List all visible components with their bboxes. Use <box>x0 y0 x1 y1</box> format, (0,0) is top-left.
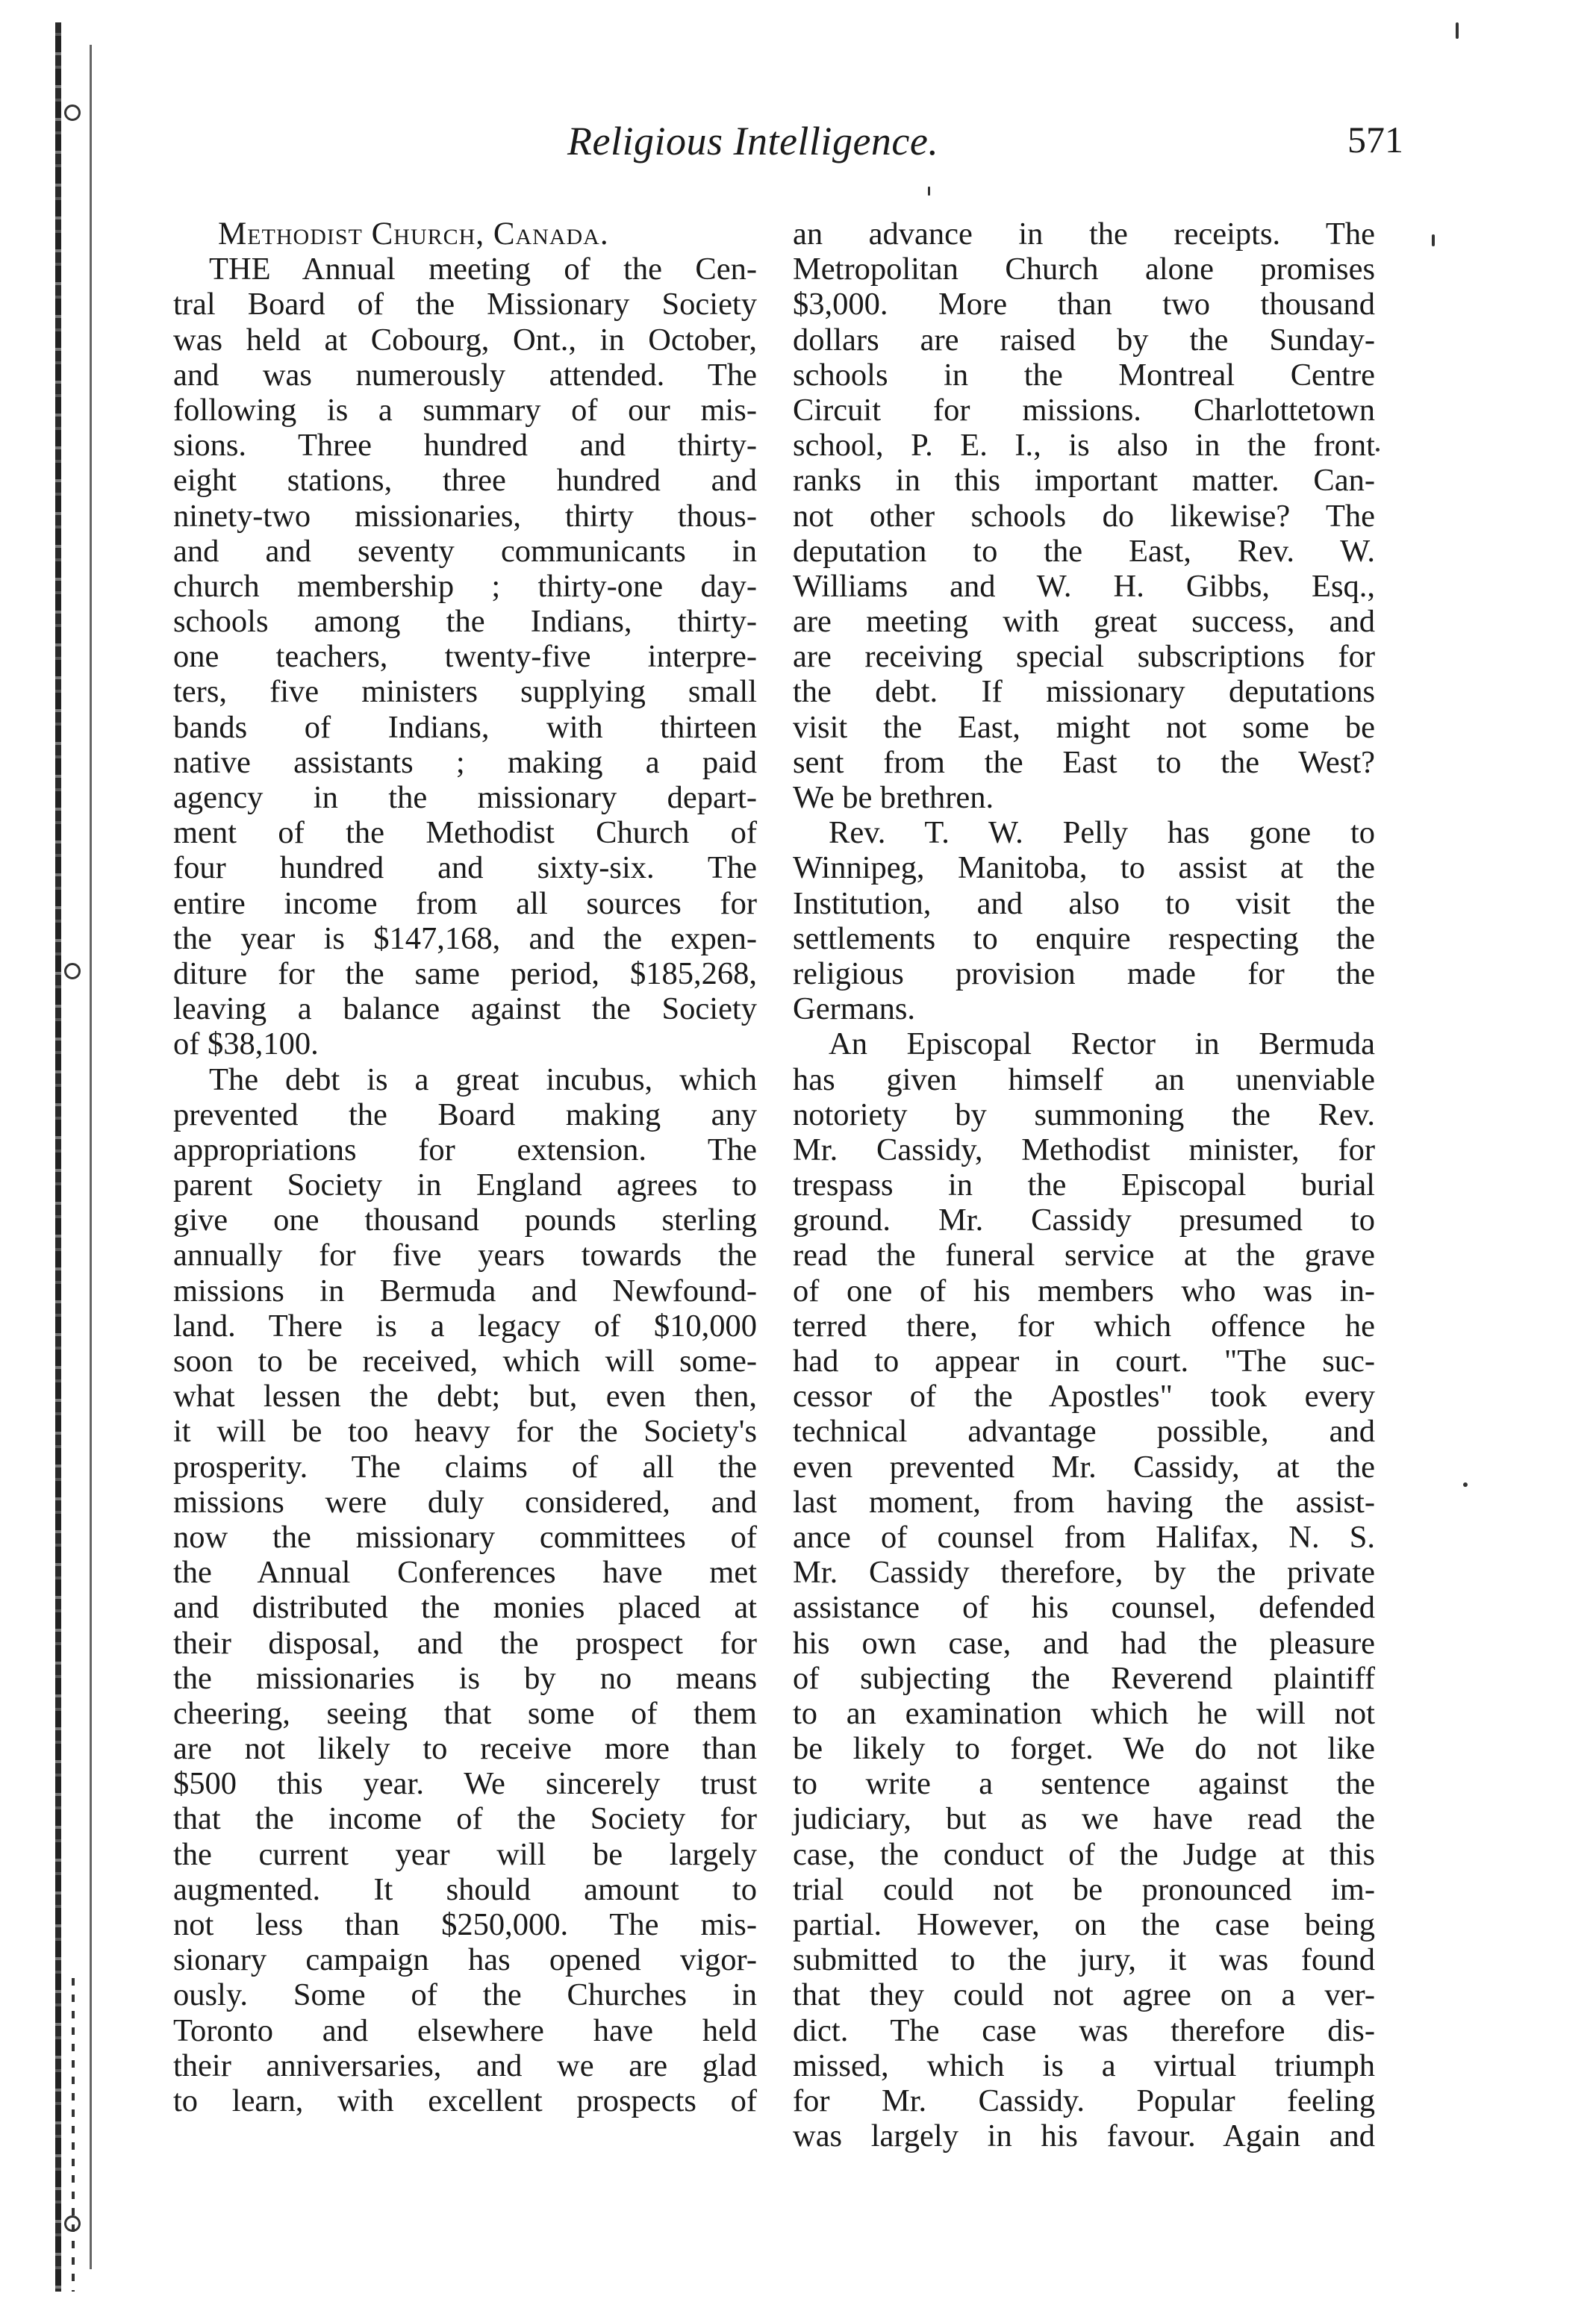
text-line: had to appear in court. "The suc- <box>793 1344 1375 1379</box>
text-line: notoriety by summoning the Rev. <box>793 1097 1375 1132</box>
text-line: We be brethren. <box>793 780 994 815</box>
text-line: ters, five ministers supplying small <box>173 674 757 710</box>
text-line: of subjecting the Reverend plaintiff <box>793 1660 1375 1696</box>
text-line: prosperity. The claims of all the <box>173 1449 757 1485</box>
text-line: the current year will be largely <box>173 1836 757 1872</box>
text-line: not less than $250,000. The mis- <box>173 1907 757 1942</box>
text-line: parent Society in England agrees to <box>173 1167 757 1203</box>
text-line: their anniversaries, and we are glad <box>173 2048 757 2083</box>
text-line: of $38,100. <box>173 1026 319 1062</box>
running-title: Religious Intelligence. <box>567 119 939 163</box>
text-line: cessor of the Apostles" took every <box>793 1379 1375 1415</box>
text-line: dollars are raised by the Sunday- <box>793 322 1375 358</box>
text-line: the year is $147,168, and the expen- <box>173 920 757 956</box>
left-column <box>173 216 757 2118</box>
text-line: sent from the East to the West? <box>793 744 1375 780</box>
text-line: ranks in this important matter. Can- <box>793 463 1375 499</box>
binding-line <box>90 45 92 2269</box>
text-line: appropriations for extension. The <box>173 1132 757 1167</box>
text-line: An Episcopal Rector in Bermuda <box>829 1026 1375 1062</box>
running-header <box>567 118 1403 170</box>
text-line: religious provision made for the <box>793 955 1375 991</box>
text-line: his own case, and had the pleasure <box>793 1625 1375 1661</box>
text-line: native assistants ; making a paid <box>173 744 757 780</box>
text-line: to write a sentence against the <box>793 1766 1375 1802</box>
text-line: cheering, seeing that some of them <box>173 1695 757 1731</box>
right-column <box>793 216 1375 2153</box>
binding-ring-mark <box>64 2215 81 2232</box>
text-line: their disposal, and the prospect for <box>173 1625 757 1661</box>
text-line: partial. However, on the case being <box>793 1907 1375 1942</box>
text-line: assistance of his counsel, defended <box>793 1590 1375 1626</box>
text-line: the missionaries is by no means <box>173 1660 757 1696</box>
text-line: sions. Three hundred and thirty- <box>173 428 757 464</box>
text-line: Metropolitan Church alone promises <box>793 252 1375 287</box>
text-line: eight stations, three hundred and <box>173 463 757 499</box>
binding-ring-mark <box>64 105 81 121</box>
text-line: case, the conduct of the Judge at this <box>793 1836 1375 1872</box>
text-line: ground. Mr. Cassidy presumed to <box>793 1203 1375 1238</box>
text-line: soon to be received, which will some- <box>173 1344 757 1379</box>
text-line: annually for five years towards the <box>173 1238 757 1273</box>
binding-ring-mark <box>64 963 81 979</box>
text-line: $3,000. More than two thousand <box>793 287 1375 322</box>
text-line: and and seventy communicants in <box>173 533 757 569</box>
text-line: give one thousand pounds sterling <box>173 1203 757 1238</box>
text-line: that they could not agree on a ver- <box>793 1977 1375 2013</box>
text-line: not other schools do likewise? The <box>793 498 1375 534</box>
text-line: submitted to the jury, it was found <box>793 1942 1375 1978</box>
text-line: sionary campaign has opened vigor- <box>173 1942 757 1978</box>
text-line: land. There is a legacy of $10,000 <box>173 1308 757 1344</box>
text-line: judiciary, but as we have read the <box>793 1801 1375 1837</box>
text-line: following is a summary of our mis- <box>173 392 757 428</box>
text-line: are receiving special subscriptions for <box>793 639 1375 675</box>
text-line: schools in the Montreal Centre <box>793 357 1375 393</box>
text-line: Rev. T. W. Pelly has gone to <box>829 815 1375 851</box>
text-line: tral Board of the Missionary Society <box>173 287 757 322</box>
text-line: augmented. It should amount to <box>173 1871 757 1907</box>
text-line: the debt. If missionary deputations <box>793 674 1375 710</box>
text-line: be likely to forget. We do not like <box>793 1731 1375 1767</box>
book-binding-edge <box>0 0 105 2311</box>
text-line: school, P. E. I., is also in the front <box>793 428 1375 464</box>
text-line: trespass in the Episcopal burial <box>793 1167 1375 1203</box>
binding-stitching <box>72 1978 75 2292</box>
text-line: agency in the missionary depart- <box>173 780 757 815</box>
text-line: Germans. <box>793 991 916 1027</box>
text-line: was held at Cobourg, Ont., in October, <box>173 322 757 358</box>
text-line: leaving a balance against the Society <box>173 991 757 1027</box>
text-line: Circuit for missions. Charlottetown <box>793 392 1375 428</box>
text-line: trial could not be pronounced im- <box>793 1871 1375 1907</box>
text-line: an advance in the receipts. The <box>793 216 1375 252</box>
text-line: for Mr. Cassidy. Popular feeling <box>793 2083 1375 2118</box>
text-line: THE Annual meeting of the Cen- <box>209 252 757 287</box>
text-line: Williams and W. H. Gibbs, Esq., <box>793 568 1375 604</box>
text-line: ninety-two missionaries, thirty thous- <box>173 498 757 534</box>
text-line: ment of the Methodist Church of <box>173 815 757 851</box>
text-line: Mr. Cassidy, Methodist minister, for <box>793 1132 1375 1167</box>
text-line: read the funeral service at the grave <box>793 1238 1375 1273</box>
text-line: missions in Bermuda and Newfound- <box>173 1273 757 1309</box>
text-line: and was numerously attended. The <box>173 357 757 393</box>
text-line: prevented the Board making any <box>173 1097 757 1132</box>
text-line: last moment, from having the assist- <box>793 1484 1375 1520</box>
text-line: are not likely to receive more than <box>173 1731 757 1767</box>
binding-shadow <box>55 22 61 2292</box>
text-line: even prevented Mr. Cassidy, at the <box>793 1449 1375 1485</box>
text-line: Toronto and elsewhere have held <box>173 2012 757 2048</box>
text-line: ance of counsel from Halifax, N. S. <box>793 1519 1375 1555</box>
text-line: bands of Indians, with thirteen <box>173 709 757 745</box>
text-line: dict. The case was therefore dis- <box>793 2012 1375 2048</box>
text-line: missed, which is a virtual triumph <box>793 2048 1375 2083</box>
text-line: settlements to enquire respecting the <box>793 920 1375 956</box>
text-line: deputation to the East, Rev. W. <box>793 533 1375 569</box>
text-line: ously. Some of the Churches in <box>173 1977 757 2013</box>
text-line: to learn, with excellent prospects of <box>173 2083 757 2118</box>
text-line: schools among the Indians, thirty- <box>173 604 757 640</box>
text-line: has given himself an unenviable <box>793 1061 1375 1097</box>
text-line: technical advantage possible, and <box>793 1414 1375 1450</box>
text-line: $500 this year. We sincerely trust <box>173 1766 757 1802</box>
text-line: The debt is a great incubus, which <box>209 1061 757 1097</box>
text-line: Mr. Cassidy therefore, by the private <box>793 1555 1375 1591</box>
text-line: that the income of the Society for <box>173 1801 757 1837</box>
text-line: terred there, for which offence he <box>793 1308 1375 1344</box>
text-line: of one of his members who was in- <box>793 1273 1375 1309</box>
text-line: was largely in his favour. Again and <box>793 2118 1375 2154</box>
text-line: the Annual Conferences have met <box>173 1555 757 1591</box>
text-line: entire income from all sources for <box>173 885 757 921</box>
text-line: one teachers, twenty-five interpre- <box>173 639 757 675</box>
text-line: are meeting with great success, and <box>793 604 1375 640</box>
text-line: now the missionary committees of <box>173 1519 757 1555</box>
text-line: church membership ; thirty-one day- <box>173 568 757 604</box>
text-line: it will be too heavy for the Society's <box>173 1414 757 1450</box>
text-line: Winnipeg, Manitoba, to assist at the <box>793 850 1375 886</box>
text-line: missions were duly considered, and <box>173 1484 757 1520</box>
article-heading: Methodist Church, Canada. <box>218 216 609 252</box>
text-line: and distributed the monies placed at <box>173 1590 757 1626</box>
text-line: four hundred and sixty-six. The <box>173 850 757 886</box>
text-line: to an examination which he will not <box>793 1695 1375 1731</box>
page-number: 571 <box>1347 119 1403 160</box>
text-line: diture for the same period, $185,268, <box>173 955 757 991</box>
text-line: visit the East, might not some be <box>793 709 1375 745</box>
text-line: Institution, and also to visit the <box>793 885 1375 921</box>
text-line: what lessen the debt; but, even then, <box>173 1379 757 1415</box>
